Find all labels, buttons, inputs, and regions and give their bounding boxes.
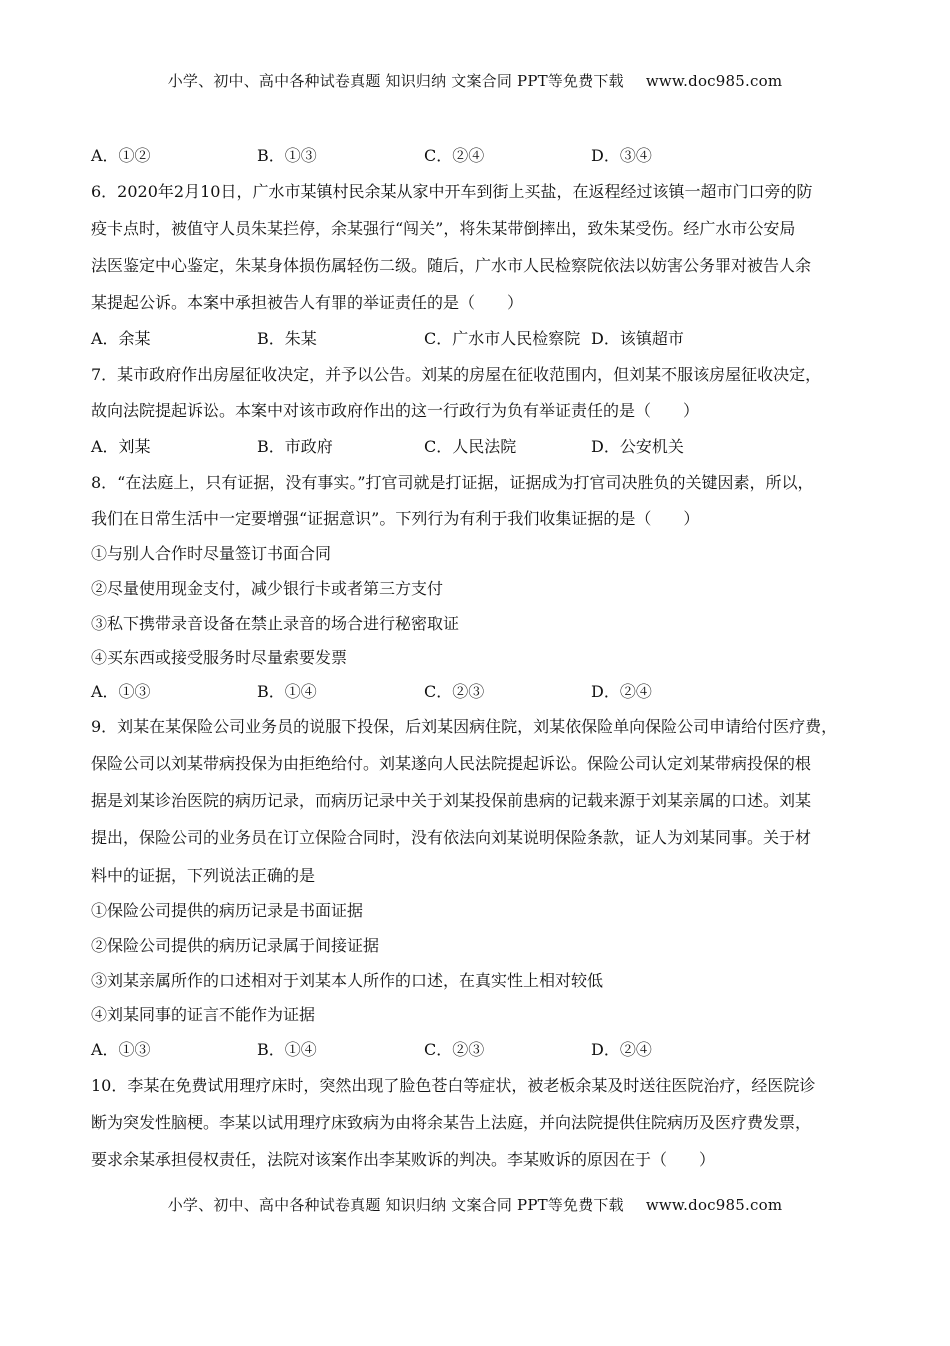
q5-option-c: C．②④	[424, 146, 485, 165]
q10-text-line: 断为突发性脑梗。李某以试用理疗床致病为由将余某告上法庭，并向法院提供住院病历及医疗费发票，	[91, 1113, 812, 1132]
q5-option-d: D．③④	[591, 146, 652, 165]
page-header	[0, 70, 950, 91]
q8-statement: ③私下携带录音设备在禁止录音的场合进行秘密取证	[91, 614, 460, 633]
q9-option-a: A．①③	[91, 1040, 151, 1059]
footer-url[interactable]: www.doc985.com	[645, 1196, 783, 1214]
q8-options	[91, 682, 881, 702]
q9-text-line: 提出，保险公司的业务员在订立保险合同时，没有依法向刘某说明保险条款，证人为刘某同事。关于材	[91, 828, 812, 847]
q7-option-c: C．人民法院	[424, 437, 517, 456]
q8-option-b: B．①④	[257, 682, 317, 701]
q10-text-line: 要求余某承担侵权责任，法院对该案作出李某败诉的判决。李某败诉的原因在于（ ）	[91, 1150, 716, 1169]
q9-options	[91, 1040, 881, 1060]
q5-options	[91, 146, 881, 166]
q6-text-line: 6．2020年2月10日，广水市某镇村民余某从家中开车到街上买盐，在返程经过该镇一超市门口旁的防	[91, 182, 813, 201]
q6-option-b: B．朱某	[257, 329, 317, 348]
q6-text-line: 疫卡点时，被值守人员朱某拦停，余某强行“闯关”，将朱某带倒摔出，致朱某受伤。经广水市公安局	[91, 219, 796, 238]
q6-options	[91, 329, 881, 349]
q7-option-a: A．刘某	[91, 437, 151, 456]
q9-text-line: 据是刘某诊治医院的病历记录，而病历记录中关于刘某投保前患病的记载来源于刘某亲属的口述。刘某	[91, 791, 812, 810]
q7-text-line: 故向法院提起诉讼。本案中对该市政府作出的这一行政行为负有举证责任的是（ ）	[91, 401, 700, 420]
q8-option-c: C．②③	[424, 682, 485, 701]
q8-text-line: 我们在日常生活中一定要增强“证据意识”。下列行为有利于我们收集证据的是（ ）	[91, 509, 700, 528]
q10-text-line: 10．李某在免费试用理疗床时，突然出现了脸色苍白等症状，被老板余某及时送往医院治疗，经医院诊	[91, 1076, 816, 1095]
q8-option-d: D．②④	[591, 682, 652, 701]
q9-statement: ④刘某同事的证言不能作为证据	[91, 1005, 316, 1024]
header-url[interactable]: www.doc985.com	[645, 72, 783, 90]
q6-option-d: D．该镇超市	[591, 329, 684, 348]
q7-option-b: B．市政府	[257, 437, 333, 456]
q7-option-d: D．公安机关	[591, 437, 684, 456]
q8-text-line: 8．“在法庭上，只有证据，没有事实。”打官司就是打证据，证据成为打官司决胜负的关键因素，所以，	[91, 473, 814, 492]
q8-statement: ②尽量使用现金支付，减少银行卡或者第三方支付	[91, 579, 444, 598]
q9-option-b: B．①④	[257, 1040, 317, 1059]
q9-statement: ②保险公司提供的病历记录属于间接证据	[91, 936, 380, 955]
q5-option-a: A．①②	[91, 146, 151, 165]
q6-text-line: 法医鉴定中心鉴定，朱某身体损伤属轻伤二级。随后，广水市人民检察院依法以妨害公务罪对被告人余	[91, 256, 812, 275]
q8-statement: ①与别人合作时尽量签订书面合同	[91, 544, 332, 563]
q6-option-a: A．余某	[91, 329, 151, 348]
q9-option-c: C．②③	[424, 1040, 485, 1059]
header-text: 小学、初中、高中各种试卷真题 知识归纳 文案合同 PPT等免费下载	[167, 72, 624, 90]
q7-options	[91, 437, 881, 457]
page-footer	[0, 1194, 950, 1215]
q6-text-line: 某提起公诉。本案中承担被告人有罪的举证责任的是（ ）	[91, 293, 524, 312]
q9-text-line: 9．刘某在某保险公司业务员的说服下投保，后刘某因病住院，刘某依保险单向保险公司申请给付医疗费，	[91, 717, 838, 736]
q9-statement: ③刘某亲属所作的口述相对于刘某本人所作的口述，在真实性上相对较低	[91, 971, 604, 990]
q9-statement: ①保险公司提供的病历记录是书面证据	[91, 901, 364, 920]
q9-text-line: 保险公司以刘某带病投保为由拒绝给付。刘某遂向人民法院提起诉讼。保险公司认定刘某带病投保的根	[91, 754, 812, 773]
q7-text-line: 7．某市政府作出房屋征收决定，并予以公告。刘某的房屋在征收范围内，但刘某不服该房屋征收决定，	[91, 365, 822, 384]
q5-option-b: B．①③	[257, 146, 317, 165]
q6-option-c: C．广水市人民检察院	[424, 329, 581, 348]
q8-statement: ④买东西或接受服务时尽量索要发票	[91, 648, 348, 667]
q8-option-a: A．①③	[91, 682, 151, 701]
q9-option-d: D．②④	[591, 1040, 652, 1059]
q9-text-line: 料中的证据，下列说法正确的是	[91, 866, 316, 885]
footer-text: 小学、初中、高中各种试卷真题 知识归纳 文案合同 PPT等免费下载	[167, 1196, 624, 1214]
